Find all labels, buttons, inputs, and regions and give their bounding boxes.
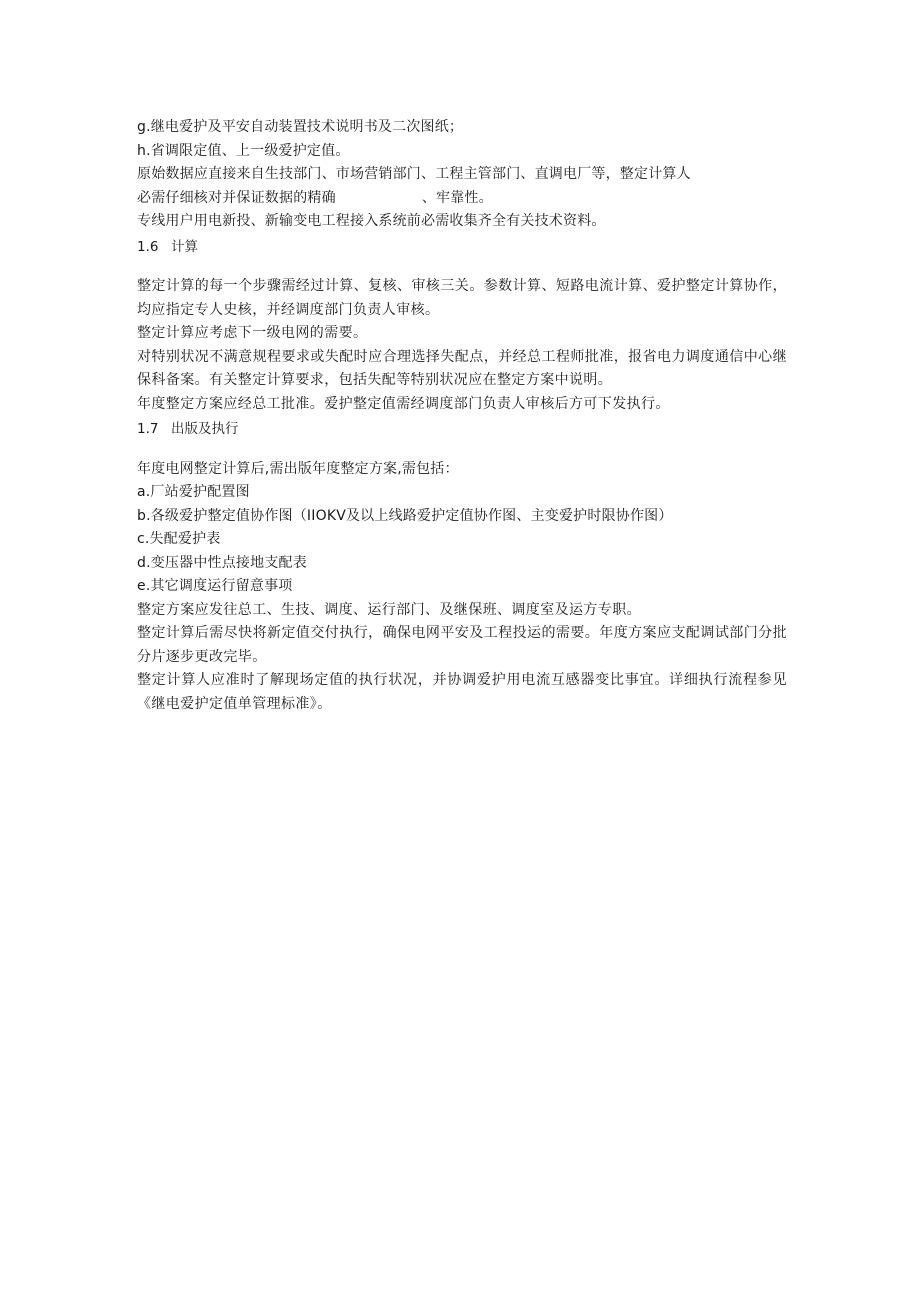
- section-heading-1-7: [137, 418, 787, 442]
- section-title: 计算: [171, 238, 198, 255]
- paragraph: 整定计算后需尽快将新定值交付执行，确保电网平安及工程投运的需要。年度方案应支配调试部门分批分片逐步更改完毕。: [137, 625, 787, 665]
- paragraph: 整定计算应考虑下一级电网的需要。: [137, 325, 368, 341]
- list-item-h: h.省调限定值、上一级爱护定值。: [137, 142, 350, 159]
- section-number: 1.6: [137, 238, 159, 255]
- section-intro: 年度电网整定计算后,需出版年度整定方案,需包括：: [137, 460, 459, 477]
- list-item: a.厂站爱护配置图: [137, 484, 250, 500]
- section-heading-1-6: [137, 236, 787, 260]
- spacer: [137, 442, 787, 458]
- list-item-g: g.继电爱护及平安自动装置技术说明书及二次图纸；: [137, 119, 464, 135]
- paragraph: 年度整定方案应经总工批准。爱护整定值需经调度部门负责人审核后方可下发执行。: [137, 395, 670, 412]
- source-line-2-part-a: 必需仔细核对并保证数据的精确: [137, 189, 336, 206]
- list-item: c.失配爱护表: [137, 531, 221, 547]
- list-item: d.变压器中性点接地支配表: [137, 554, 307, 571]
- paragraph: 整定计算的每一个步骤需经过计算、复核、审核三关。参数计算、短路电流计算、爱护整定计算协作，均应指定专人史核，并经调度部门负责人审核。: [137, 278, 787, 318]
- source-line-1: 原始数据应直接来自生技部门、市场营销部门、工程主管部门、直调电厂等，整定计算人: [137, 166, 691, 182]
- source-line-2: [137, 187, 787, 211]
- section-number: 1.7: [137, 421, 159, 437]
- document-body: [137, 116, 787, 716]
- source-line-2-part-b: 、牢靠性。: [421, 189, 493, 206]
- paragraph: 整定方案应发往总工、生技、调度、运行部门、及继保班、调度室及运方专职。: [137, 601, 641, 618]
- spacer: [137, 259, 787, 275]
- special-users-line: 专线用户用电新投、新输变电工程接入系统前必需收集齐全有关技术资料。: [137, 213, 606, 229]
- paragraph: 整定计算人应准时了解现场定值的执行状况，并协调爱护用电流互感器变比事宜。详细执行流程参见《继电爱护定值单管理标准》。: [137, 672, 787, 712]
- section-title: 出版及执行: [171, 421, 239, 437]
- paragraph: 对特别状况不满意规程要求或失配时应合理选择失配点，并经总工程师批准，报省电力调度通信中心继保科备案。有关整定计算要求，包括失配等特别状况应在整定方案中说明。: [137, 348, 787, 388]
- list-item: b.各级爱护整定值协作图（IIOKV及以上线路爱护定值协作图、主变爱护时限协作图）: [137, 507, 673, 524]
- list-item: e.其它调度运行留意事项: [137, 578, 293, 594]
